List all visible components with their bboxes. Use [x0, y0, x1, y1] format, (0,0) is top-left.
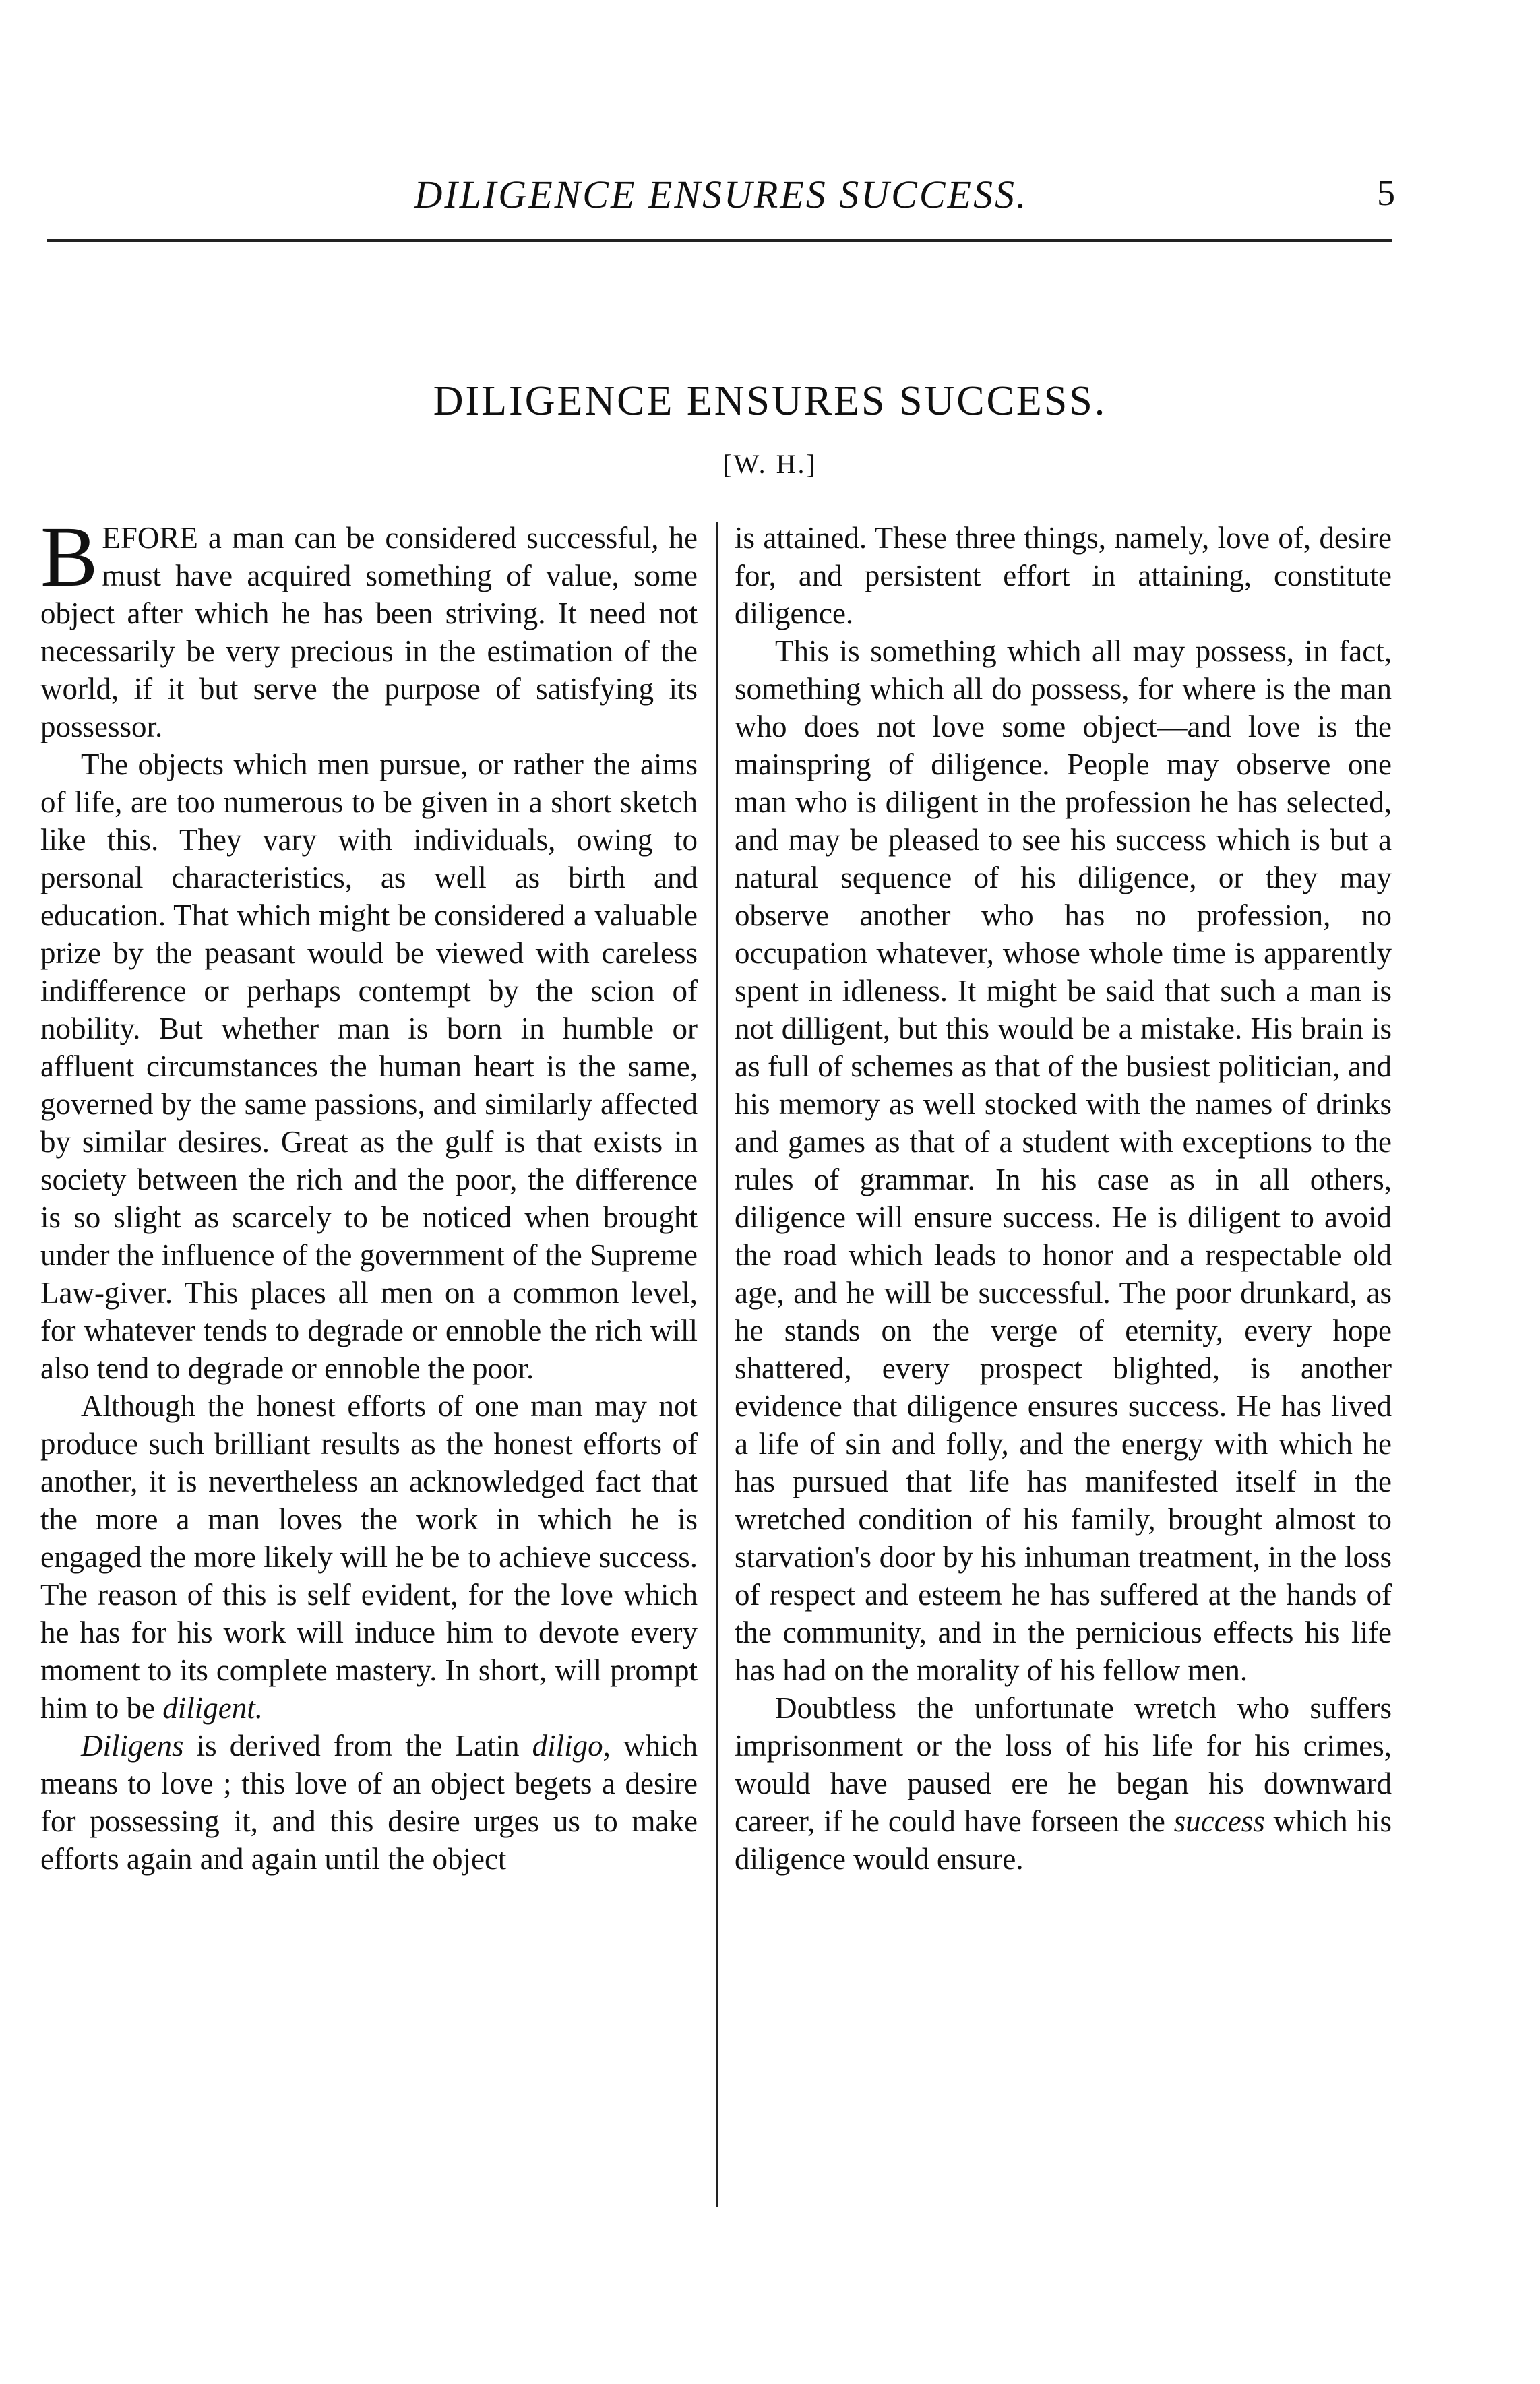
paragraph-3-emphasis: diligent. — [162, 1691, 263, 1725]
paragraph-1 — [40, 509, 698, 745]
paragraph-7-emphasis: success — [1173, 1804, 1265, 1838]
paragraph-7-text-1: Doubtless the unfortunate wretch who suffers imprisonment or the loss of his life for his crimes, would have paused ere he began his downward career, if he could have forseen the — [735, 1691, 1392, 1838]
right-column — [735, 519, 1392, 1878]
article-title: DILIGENCE ENSURES SUCCESS. — [433, 378, 1107, 424]
paragraph-4-emphasis-1: Diligens — [81, 1729, 184, 1763]
header-rule — [47, 239, 1392, 242]
paragraph-3 — [40, 1387, 698, 1727]
running-title: DILIGENCE ENSURES SUCCESS. — [414, 173, 1028, 216]
paragraph-6: This is something which all may possess, in fact, something which all do possess, for where is the man who does not love some object—and love is the mainspring of diligence. People may observe one man who is diligent in the profession he has selected, and may be pleased to see his success which is but a natural sequence of his diligence, or they may observe another who has no profession, no occupation whatever, whose whole time is apparently spent in idleness. It might be said that such a man is not dilligent, but this would be a mistake. His brain is as full of schemes as that of the busiest politician, and his memory as well stocked with the names of drinks and games as that of a student with exceptions to the rules of grammar. In his case as in all others, diligence will ensure success. He is diligent to avoid the road which leads to honor and a respectable old age, and he will be successful. The poor drunkard, as he stands on the verge of eternity, every hope shattered, every prospect blighted, is another evidence that diligence ensures success. He has lived a life of sin and folly, and the energy with which he has pursued that life has manifested itself in the wretched condition of his family, brought almost to starvation's door by his inhuman treatment, in the loss of respect and esteem he has suffered at the hands of the community, and in the pernicious effects his life has had on the morality of his fellow men. — [735, 634, 1392, 1687]
paragraph-4-emphasis-2: diligo, — [532, 1729, 611, 1763]
drop-cap: B — [40, 509, 98, 605]
article-byline: [W. H.] — [722, 449, 818, 479]
paragraph-4-text-2: which means to love ; this love of an object begets a desire for possessing it, and this desire urges us to make efforts again and again until the object — [40, 1729, 698, 1876]
paragraph-2: The objects which men pursue, or rather the aims of life, are too numerous to be given in a short sketch like this. They vary with individuals, owing to personal characteristics, as well as birth and education. That which might be considered a valuable prize by the peasant would be viewed with careless indifference or perhaps contempt by the scion of nobility. But whether man is born in humble or affluent circumstances the human heart is the same, governed by the same passions, and similarly affected by similar desires. Great as the gulf is that exists in society between the rich and the poor, the difference is so slight as scarcely to be noticed when brought under the influence of the government of the Supreme Law-giver. This places all men on a common level, for whatever tends to degrade or ennoble the rich will also tend to degrade or ennoble the poor. — [40, 747, 698, 1385]
paragraph-4 — [40, 1727, 698, 1878]
paragraph-7 — [735, 1689, 1392, 1878]
paragraph-4-text-1: is derived from the Latin — [196, 1729, 520, 1763]
paragraph-5: is attained. These three things, namely, love of, desire for, and persistent effort in attaining, constitute diligence. — [735, 521, 1392, 630]
page-number: 5 — [1377, 173, 1395, 213]
paragraph-3-text: Although the honest efforts of one man may not produce such brilliant results as the honest efforts of another, it is nevertheless an acknowledged fact that the more a man loves the work in which he is engaged the more likely will he be to achieve success. The reason of this is self evident, for the love which he has for his work will induce him to devote every moment to its complete mastery. In short, will prompt him to be — [40, 1389, 698, 1725]
paragraph-1-text: EFORE a man can be considered successful, he must have acquired something of value, some object after which he has been striving. It need not necessarily be very precious in the estimation of the world, if it but serve the purpose of satisfying its possessor. — [40, 521, 698, 743]
paragraph-7-text-2: which his diligence would ensure. — [735, 1804, 1392, 1876]
running-header — [47, 172, 1395, 226]
column-divider — [716, 522, 718, 2207]
left-column — [40, 509, 698, 1878]
